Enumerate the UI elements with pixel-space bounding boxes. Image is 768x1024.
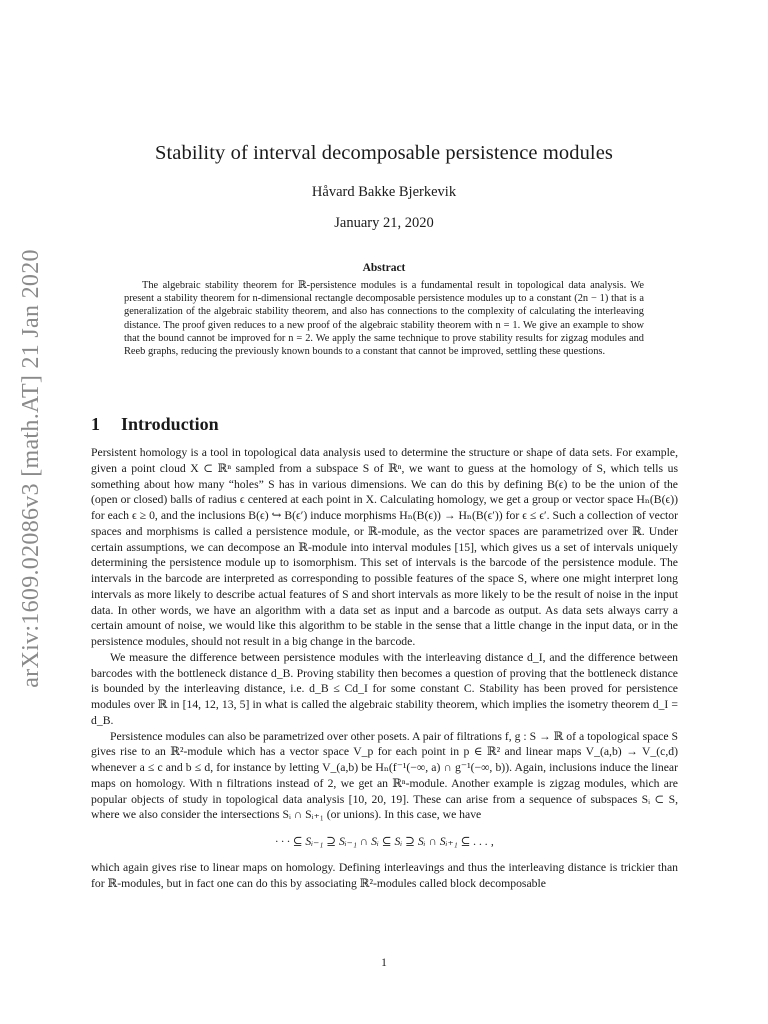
introduction-body: [91, 445, 678, 891]
paper-author: Håvard Bakke Bjerkevik: [311, 184, 457, 200]
paragraph-intro-2: We measure the difference between persistence modules with the interleaving distance d_I, and the difference between barcodes with the bottleneck distance d_B. Proving stability then becomes a question of proving that the bottleneck distance is bounded by the interleaving distance, i.e. d_B ≤ Cd_I for some constant C. Stability has been proved for persistence modules over ℝ in [14, 12, 13, 5] in what is called the algebraic stability theorem, which implies the isometry theorem d_I = d_B.: [91, 650, 678, 727]
arxiv-identifier-text: arXiv:1609.02086v3 [math.AT] 21 Jan 2020: [17, 248, 44, 688]
abstract-body: The algebraic stability theorem for ℝ-persistence modules is a fundamental result in topological data analysis. We present a stability theorem for n-dimensional rectangle decomposable persistence modules up to a constant (2n − 1) that is a generalization of the algebraic stability theorem, and also has connections to the complexity of calculating the interleaving distance. The proof given reduces to a new proof of the algebraic stability theorem with n = 1. We give an example to show that the bound cannot be improved for n = 2. We apply the same technique to prove stability results for zigzag modules and Reeb graphs, reducing the previously known bounds to a constant that cannot be improved, settling these questions.: [124, 280, 644, 358]
abstract-heading: Abstract: [362, 262, 406, 274]
paragraph-intro-1: Persistent homology is a tool in topological data analysis used to determine the structure or shape of data sets. For example, given a point cloud X ⊂ ℝⁿ sampled from a subspace S of ℝⁿ, we want to guess at the homology of S, which tells us something about how many “holes” S has in various dimensions. We can do this by defining B(ϵ) to be the union of the (open or closed) balls of radius ϵ centered at each point in X. Calculating homology, we get a group or vector space Hₙ(B(ϵ)) for each ϵ ≥ 0, and the inclusions B(ϵ) ↪ B(ϵ′) induce morphisms Hₙ(B(ϵ)) → Hₙ(B(ϵ′)) for ϵ ≤ ϵ′. Such a collection of vector spaces and morphisms is called a persistence module, or ℝ-module, as the vector spaces are parametrized over ℝ. Under certain assumptions, we can decompose an ℝ-module into interval modules [15], which gives us a set of intervals uniquely determining the persistence module up to isomorphism. This set of intervals is the barcode of the persistence module. The intervals in the barcode are interpreted as corresponding to possible features of the space S, where one might interpret long intervals as more likely to describe actual features of S and short intervals as more likely to be the result of noise in the input data. In other words, we have an algorithm with a data set as input and a barcode as output. As data sets always carry a certain amount of noise, we would like this algorithm to be stable in the sense that a little change in the input data, or in the persistence modules, should not result in a big change in the barcode.: [91, 446, 678, 648]
display-equation: · · · ⊆ Sᵢ₋₁ ⊇ Sᵢ₋₁ ∩ Sᵢ ⊆ Sᵢ ⊇ Sᵢ ∩ Sᵢ₊₁ ⊆ . . . ,: [275, 835, 494, 848]
paragraph-intro-4: which again gives rise to linear maps on homology. Defining interleavings and thus the interleaving distance is trickier than for ℝ-modules, but in fact one can do this by associating ℝ²-modules called block decomposable: [91, 860, 678, 890]
paper-title: Stability of interval decomposable persistence modules: [155, 142, 613, 164]
page-number: 1: [381, 957, 387, 969]
section-heading: [91, 414, 219, 435]
section-title: Introduction: [121, 414, 219, 434]
paper-date: January 21, 2020: [334, 215, 434, 231]
paragraph-intro-3: Persistence modules can also be parametrized over other posets. A pair of filtrations f, g : S → ℝ of a topological space S gives rise to an ℝ²-module which has a vector space V_p for each point in p ∈ ℝ² and linear maps V_(a,b) → V_(c,d) whenever a ≤ c and b ≤ d, for instance by letting V_(a,b) be Hₙ(f⁻¹(−∞, a) ∩ g⁻¹(−∞, b)). Again, inclusions induce the linear maps on homology. With n filtrations instead of 2, we get an ℝⁿ-module. Another example is zigzag modules, which are popular objects of study in topological data analysis [10, 20, 19]. These can arise from a sequence of subspaces Sᵢ ⊂ S, where we also consider the intersections Sᵢ ∩ Sᵢ₊₁ (or unions). In this case, we have: [91, 729, 678, 822]
arxiv-identifier-stamp: [0, 248, 62, 688]
section-number: 1: [91, 414, 100, 434]
